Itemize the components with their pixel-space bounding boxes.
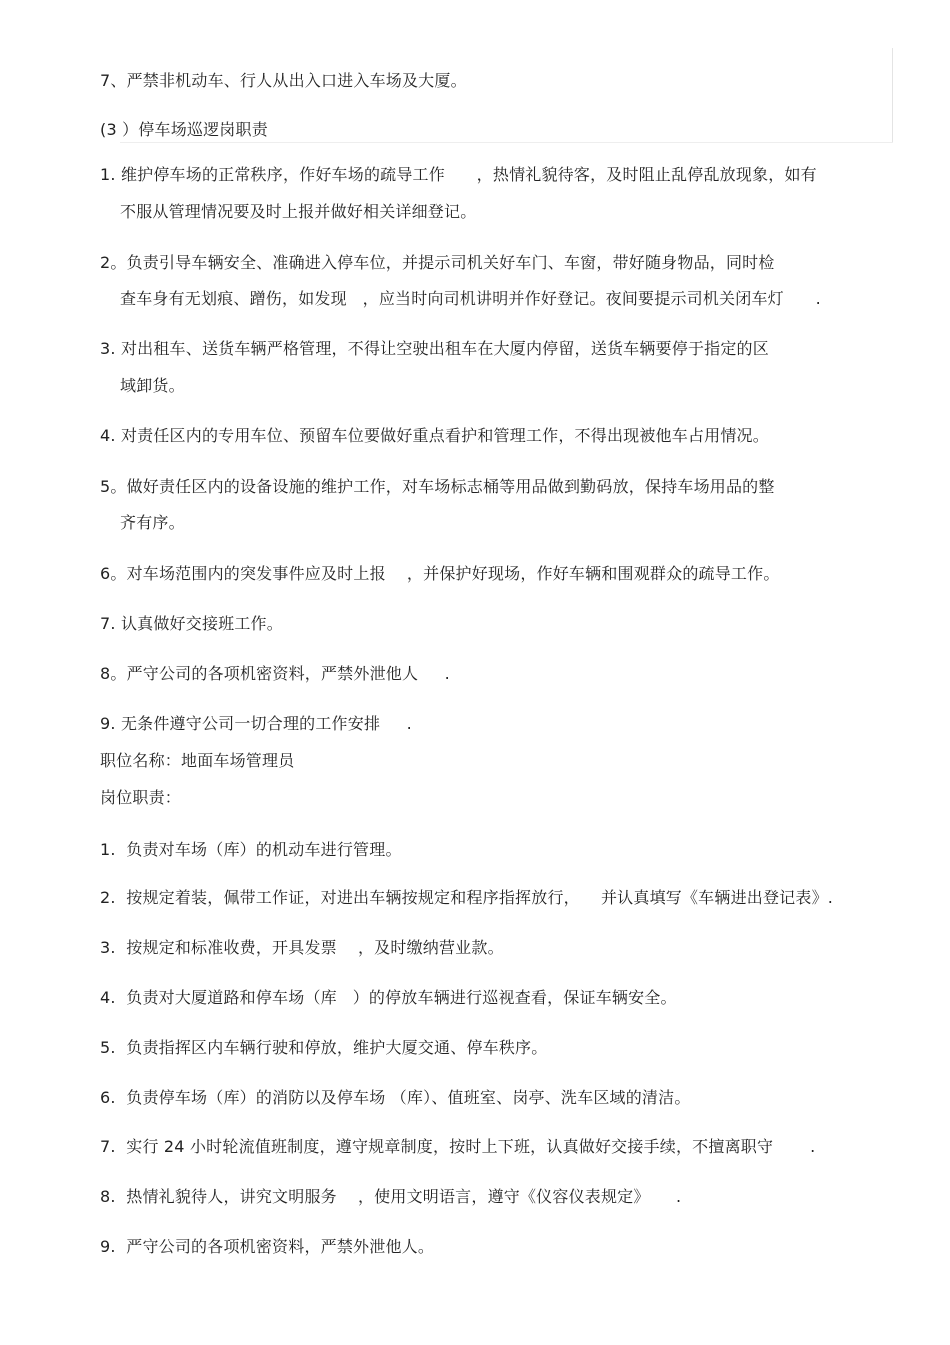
patrol-duty-7: 7. 认真做好交接班工作。 [100,614,283,633]
ground-duty-2: 2. 按规定着装，佩带工作证，对进出车辆按规定和程序指挥放行， 并认真填写《车辆进出登记表》. [100,888,834,907]
patrol-duty-4: 4. 对责任区内的专用车位、预留车位要做好重点看护和管理工作，不得出现被他车占用情况。 [100,426,769,445]
patrol-duty-3-line-1: 3. 对出租车、送货车辆严格管理，不得让空驶出租车在大厦内停留，送货车辆要停于指定的区 [100,339,769,358]
ground-duty-6: 6. 负责停车场（库）的消防以及停车场 （库）、值班室、岗亭、洗车区域的清洁。 [100,1088,691,1107]
ground-duty-9: 9. 严守公司的各项机密资料，严禁外泄他人。 [100,1237,435,1256]
section-heading-patrol-duties: (3 ）停车场巡逻岗职责 [100,120,268,139]
job-duties-heading: 岗位职责： [100,788,182,807]
page-frame-horizontal-line [120,142,893,143]
patrol-duty-1-line-2: 不服从管理情况要及时上报并做好相关详细登记。 [120,202,477,221]
patrol-duty-6: 6。对车场范围内的突发事件应及时上报 ，并保护好现场，作好车辆和围观群众的疏导工作。 [100,564,780,583]
patrol-duty-5-line-2: 齐有序。 [120,513,185,532]
patrol-duty-8: 8。严守公司的各项机密资料，严禁外泄他人 . [100,664,450,683]
patrol-duty-9: 9. 无条件遵守公司一切合理的工作安排 . [100,714,412,733]
ground-duty-4: 4. 负责对大厦道路和停车场（库 ）的停放车辆进行巡视查看，保证车辆安全。 [100,988,677,1007]
ground-duty-5: 5. 负责指挥区内车辆行驶和停放，维护大厦交通、停车秩序。 [100,1038,548,1057]
patrol-duty-2-line-1: 2。负责引导车辆安全、准确进入停车位，并提示司机关好车门、车窗，带好随身物品，同时检 [100,253,775,272]
ground-duty-1: 1. 负责对车场（库）的机动车进行管理。 [100,840,402,859]
patrol-duty-3-line-2: 域卸货。 [120,376,185,395]
ground-duty-7: 7. 实行 24 小时轮流值班制度，遵守规章制度，按时上下班，认真做好交接手续，不擅离职守 . [100,1137,816,1156]
rule-7-no-non-motor-vehicles: 7、严禁非机动车、行人从出入口进入车场及大厦。 [100,71,467,90]
position-title: 职位名称：地面车场管理员 [100,751,295,770]
page-frame-vertical-line [892,48,893,143]
patrol-duty-5-line-1: 5。做好责任区内的设备设施的维护工作，对车场标志桶等用品做到勤码放，保持车场用品的整 [100,477,775,496]
ground-duty-3: 3. 按规定和标准收费，开具发票 ，及时缴纳营业款。 [100,938,504,957]
ground-duty-8: 8. 热情礼貌待人，讲究文明服务 ，使用文明语言，遵守《仪容仪表规定》 . [100,1187,682,1206]
patrol-duty-1-line-1: 1. 维护停车场的正常秩序，作好车场的疏导工作 ，热情礼貌待客，及时阻止乱停乱放现象，如有 [100,165,817,184]
patrol-duty-2-line-2: 查车身有无划痕、蹭伤，如发现 ，应当时向司机讲明并作好登记。夜间要提示司机关闭车灯 . [120,289,821,308]
